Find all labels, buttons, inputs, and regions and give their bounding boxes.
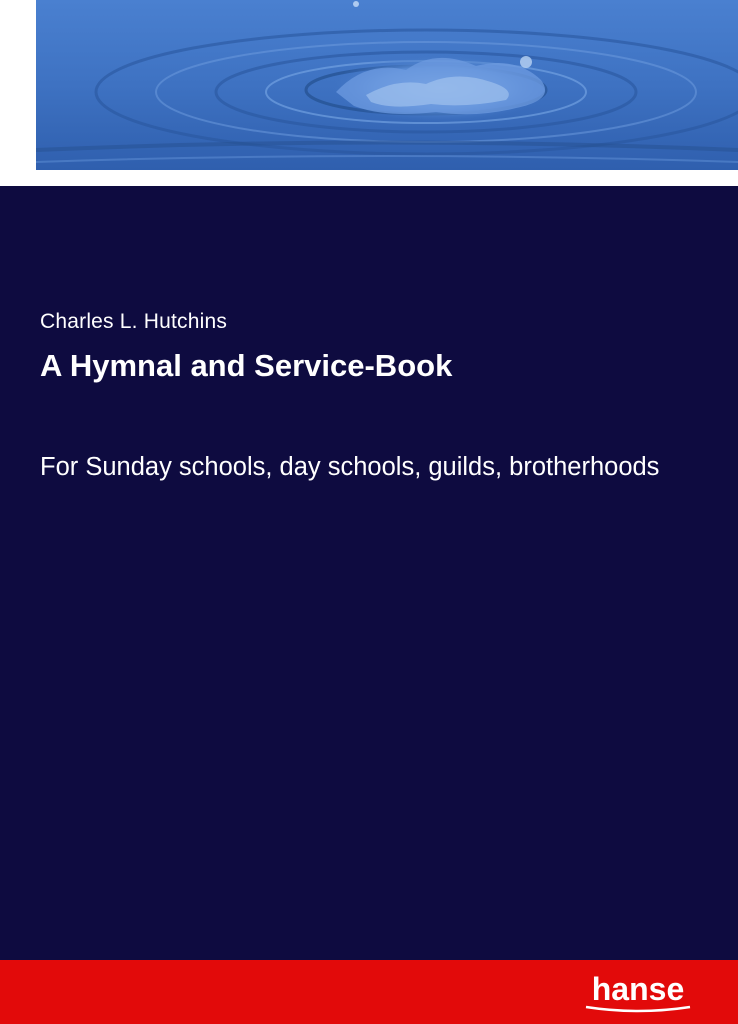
author-name: Charles L. Hutchins [40, 310, 228, 333]
top-image-strip [0, 0, 738, 186]
book-title: A Hymnal and Service-Book [40, 348, 453, 383]
book-subtitle: For Sunday schools, day schools, guilds, brotherhoods [40, 453, 660, 481]
svg-text:hanse: hanse [591, 971, 685, 1007]
hanse-logo [580, 970, 696, 1020]
water-ripple-image [36, 0, 738, 170]
cover-main-panel [0, 186, 738, 960]
publisher-band [0, 960, 738, 1024]
